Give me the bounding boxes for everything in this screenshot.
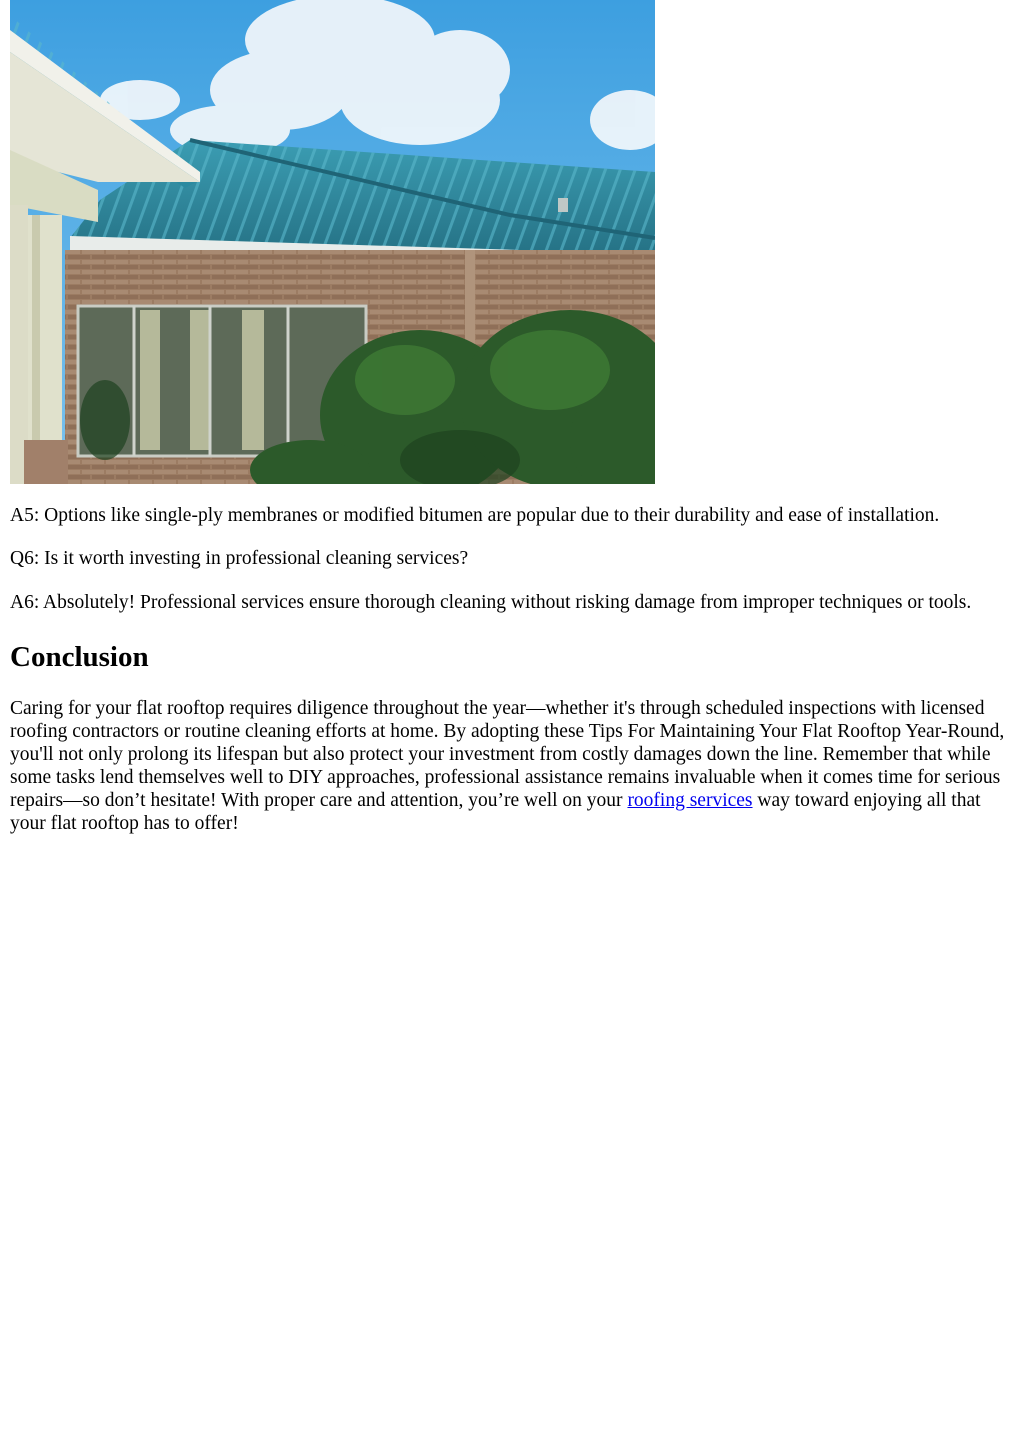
conclusion-paragraph xyxy=(10,697,1014,835)
faq-answer-a5: A5: Options like single-ply membranes or modified bitumen are popular due to their durability and ease of installation. xyxy=(10,505,940,526)
conclusion-text-after-link: way toward enjoying all that your flat rooftop has to offer! xyxy=(10,790,981,834)
article-content xyxy=(10,0,1014,835)
faq-question-q6: Q6: Is it worth investing in professional cleaning services? xyxy=(10,548,469,569)
conclusion-text-before-link: Caring for your flat rooftop requires diligence throughout the year—whether it's through scheduled inspections with licensed roofing contractors or routine cleaning efforts at home. By adopting these Tips For Maintaining Your Flat Rooftop Year-Round, you'll not only prolong its lifespan but also protect your investment from costly damages down the line. Remember that while some tasks lend themselves well to DIY approaches, professional assistance remains invaluable when it comes time for serious repairs—so don’t hesitate! With proper care and attention, you’re well on your xyxy=(10,698,1005,811)
house-metal-roof-photo-icon xyxy=(10,0,655,484)
hero-image xyxy=(10,0,655,484)
faq-answer-a6: A6: Absolutely! Professional services ensure thorough cleaning without risking damage from improper techniques or tools. xyxy=(10,592,972,613)
roofing-services-link[interactable]: roofing services xyxy=(627,790,753,811)
conclusion-heading: Conclusion xyxy=(10,641,149,673)
